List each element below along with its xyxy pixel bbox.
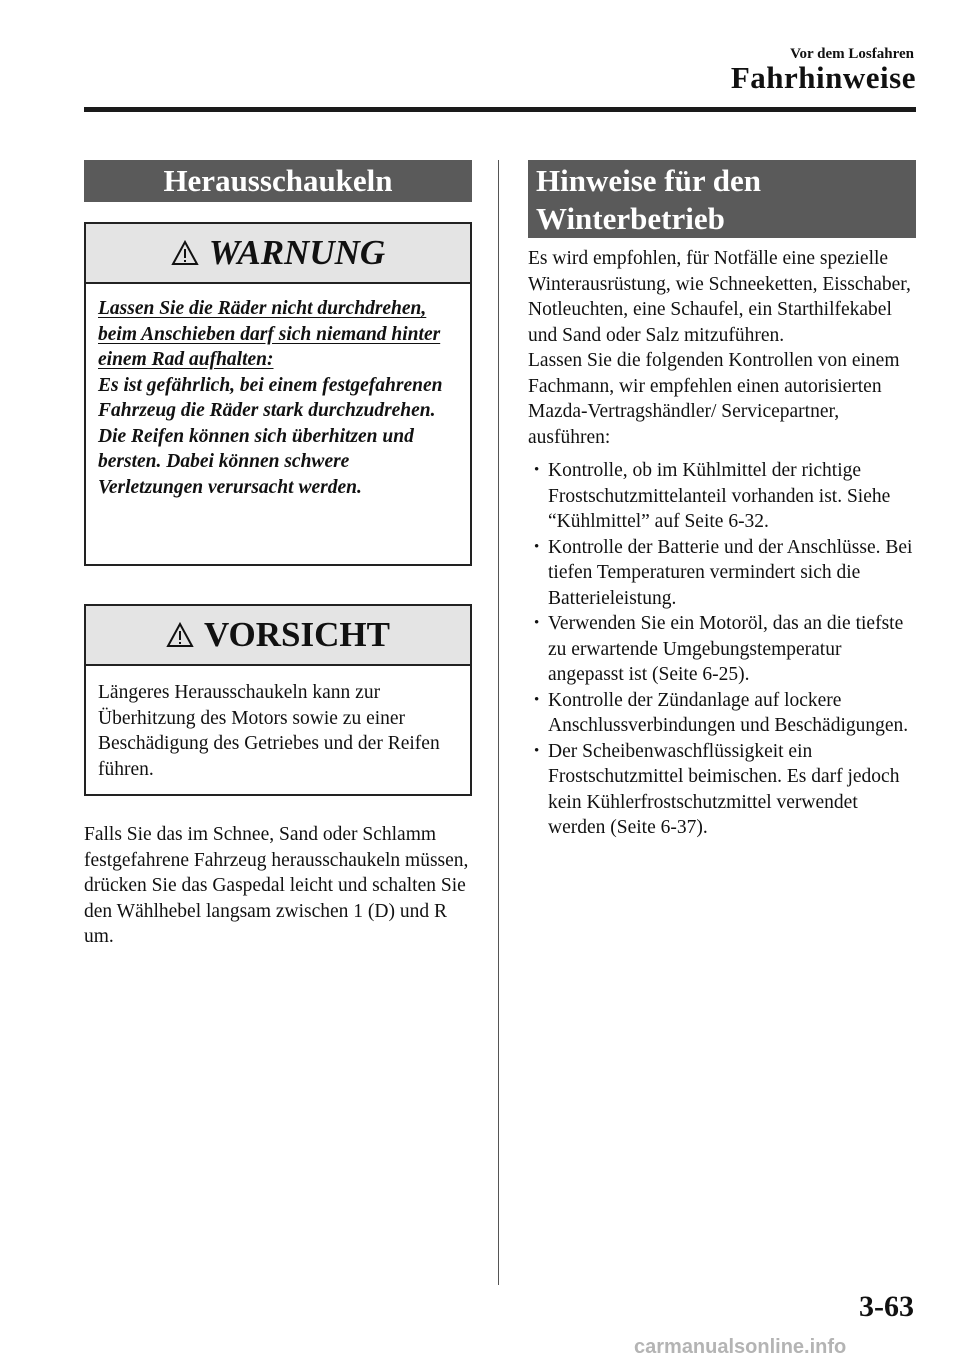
warning-triangle-icon — [166, 622, 194, 648]
section-heading-winterbetrieb: Hinweise für den Winterbetrieb — [528, 160, 916, 238]
caution-text: Längeres Herausschaukeln kann zur Überhitzung des Motors sowie zu einer Beschädigung des Getriebes und der Reifen führen. — [98, 682, 440, 780]
list-item: • Der Scheibenwaschflüssigkeit ein Frostschutzmittel beimischen. Es darf jedoch kein Kühlerfrostschutzmittel verwendet werden (Seite 6-37). — [528, 739, 916, 841]
warning-box — [84, 222, 472, 566]
section-heading-herausschaukeln: Herausschaukeln — [84, 160, 472, 202]
chapter-label: Vor dem Losfahren — [790, 46, 914, 62]
warning-title: WARNUNG — [208, 233, 386, 272]
list-item: • Kontrolle der Batterie und der Anschlüsse. Bei tiefen Temperaturen vermindert sich die Batterieleistung. — [528, 535, 916, 612]
winter-checklist — [528, 458, 916, 841]
warning-triangle-icon — [171, 240, 199, 266]
warning-text: Es ist gefährlich, bei einem festgefahrenen Fahrzeug die Räder stark durchzudrehen. Die Reifen können sich überhitzen und bersten. Dabei können schwere Verletzungen verursacht werden. — [98, 374, 443, 498]
column-divider — [498, 160, 499, 1285]
list-item: • Kontrolle, ob im Kühlmittel der richtige Frostschutzmittelanteil vorhanden ist. Siehe “Kühlmittel” auf Seite 6-32. — [528, 458, 916, 535]
warning-body — [86, 284, 470, 514]
watermark: carmanualsonline.info — [634, 1336, 847, 1358]
right-column — [528, 160, 916, 841]
caution-box — [84, 604, 472, 796]
winter-intro: Es wird empfohlen, für Notfälle eine spezielle Winterausrüstung, wie Schneeketten, Eisschaber, Notleuchten, eine Schaufel, ein Starthilfekabel und Sand oder Salz mitzuführen. — [528, 248, 911, 346]
warning-header — [86, 224, 470, 284]
page-number: 3-63 — [859, 1290, 914, 1323]
caution-header — [86, 606, 470, 666]
rocking-instructions: Falls Sie das im Schnee, Sand oder Schlamm festgefahrene Fahrzeug herausschaukeln müssen, drücken Sie das Gaspedal leicht und schalten Sie den Wählhebel langsam zwischen 1 (D) und R um. — [84, 824, 469, 947]
caution-title: VORSICHT — [203, 615, 390, 654]
header-divider — [84, 107, 916, 112]
list-item: • Verwenden Sie ein Motoröl, das an die tiefste zu erwartende Umgebungstemperatur angepasst ist (Seite 6-25). — [528, 611, 916, 688]
list-item: • Kontrolle der Zündanlage auf lockere Anschlussverbindungen und Beschädigungen. — [528, 688, 916, 739]
page-title: Fahrhinweise — [730, 60, 916, 95]
left-column — [84, 160, 472, 950]
warning-underlined-text: Lassen Sie die Räder nicht durchdrehen, beim Anschieben darf sich niemand hinter einem Rad aufhalten: — [98, 298, 441, 370]
winter-checks-intro: Lassen Sie die folgenden Kontrollen von einem Fachmann, wir empfehlen einen autorisierten Mazda-Vertragshändler/ Servicepartner, ausführen: — [528, 350, 900, 448]
